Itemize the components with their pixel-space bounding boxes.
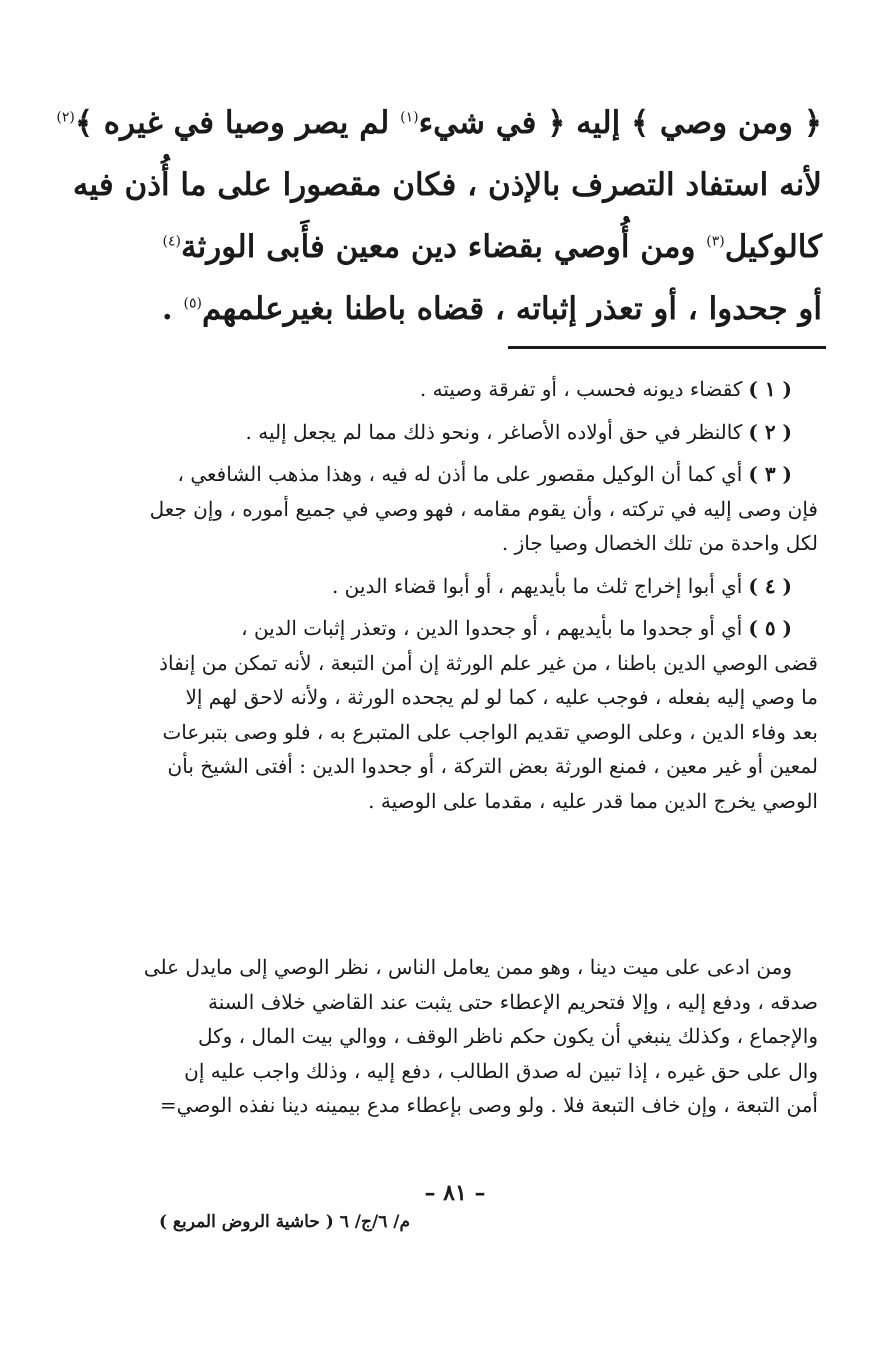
ref-5: (٥) (183, 295, 202, 312)
continuation-paragraph: ومن ادعى على ميت دينا ، وهو ممن يعامل الناس ، نظر الوصي إلى مايدل على صدقه ، ودفع إليه ، وإلا فتحريم الإعطاء حتى يثبت عند القاضي خلاف السنة والإجماع ، وكذلك ينبغي أن يكون حكم ناظر الوقف ، ووالي بيت المال ، وكل وال على حق غيره ، إذا تبين له صدق الطالب ، دفع إليه ، وذلك واجب عليه إن أمن التبعة ، وإن خاف التبعة فلا . ولو وصى بإعطاء مدع بيمينه دينا نفذه الوصي= (143, 955, 818, 1117)
main-line-1: ﴿ ومن وصي ﴾ إليه ﴿ في شيء$^{(١)}$ لم يصر وصيا في غيره ﴾$^{(٢)}$ (56, 105, 822, 141)
footnote-number: ( ٤ ) (748, 573, 792, 598)
ref-1: (١) (400, 109, 419, 126)
ref-4: (٤) (162, 233, 182, 250)
footnote-2: ( ٢ )كالنظر في حق أولاده الأصاغر ، ونحو ذلك مما لم يجعل إليه . (245, 419, 792, 444)
footnote-separator (508, 346, 826, 349)
page-number: – ٨١ – (424, 1180, 486, 1206)
footnote-5: ( ٥ )أي أو جحدوا ما بأيديهم ، أو جحدوا الدين ، وتعذر إثبات الدين ، قضى الوصي الدين باطنا ، من غير علم الورثة إن أمن التبعة ، لأنه تمكن من إنفاذ ما وصي إليه بفعله ، فوجب عليه ، كما لو لم يجحده الورثة ، ولأنه لاحق لهم إلا بعد وفاء الدين ، وعلى الوصي تقديم الواجب على المتبرع به ، فلو وصى بتبرعات لمعين أو غير معين ، فمنع الورثة بعض التركة ، أو جحدوا الدين : أفتى الشيخ بأن الوصي يخرج الدين مما قدر عليه ، مقدما على الوصية . (159, 616, 818, 813)
footnote-number: ( ٥ ) (748, 616, 792, 640)
main-line-2: لأنه استفاد التصرف بالإذن ، فكان مقصورا على ما أُذن فيه (72, 167, 822, 203)
footnotes (96, 372, 818, 826)
ref-2: (٢) (56, 109, 75, 126)
main-text-block (56, 92, 822, 340)
footnote-4: ( ٤ )أي أبوا إخراج ثلث ما بأيديهم ، أو أبوا قضاء الدين . (331, 573, 792, 598)
ref-3: (٣) (706, 233, 725, 250)
footnote-number: ( ٣ ) (748, 462, 792, 486)
main-line-3: كالوكيل$^{(٣)}$ ومن أُوصي بقضاء دين معين فأَبى الورثة$^{(٤)}$ (162, 229, 822, 265)
footnote-number: ( ١ ) (748, 377, 792, 401)
printer-signature: م/ ٦/ج/ ٦ ( حاشية الروض المربع ) (158, 1212, 410, 1232)
footnote-number: ( ٢ ) (748, 419, 792, 444)
main-line-4: أو جحدوا ، أو تعذر إثباته ، قضاه باطنا بغيرعلمهم$^{(٥)}$ . (161, 291, 822, 327)
footnote-1: ( ١ )كقضاء ديونه فحسب ، أو تفرقة وصيته . (419, 377, 792, 401)
footnote-3: ( ٣ )أي كما أن الوكيل مقصور على ما أذن له فيه ، وهذا مذهب الشافعي ، فإن وصى إليه في تركته ، وأن يقوم مقامه ، فهو وصي في جميع أموره ، وإن جعل لكل واحدة من تلك الخصال وصيا جاز . (149, 462, 818, 555)
